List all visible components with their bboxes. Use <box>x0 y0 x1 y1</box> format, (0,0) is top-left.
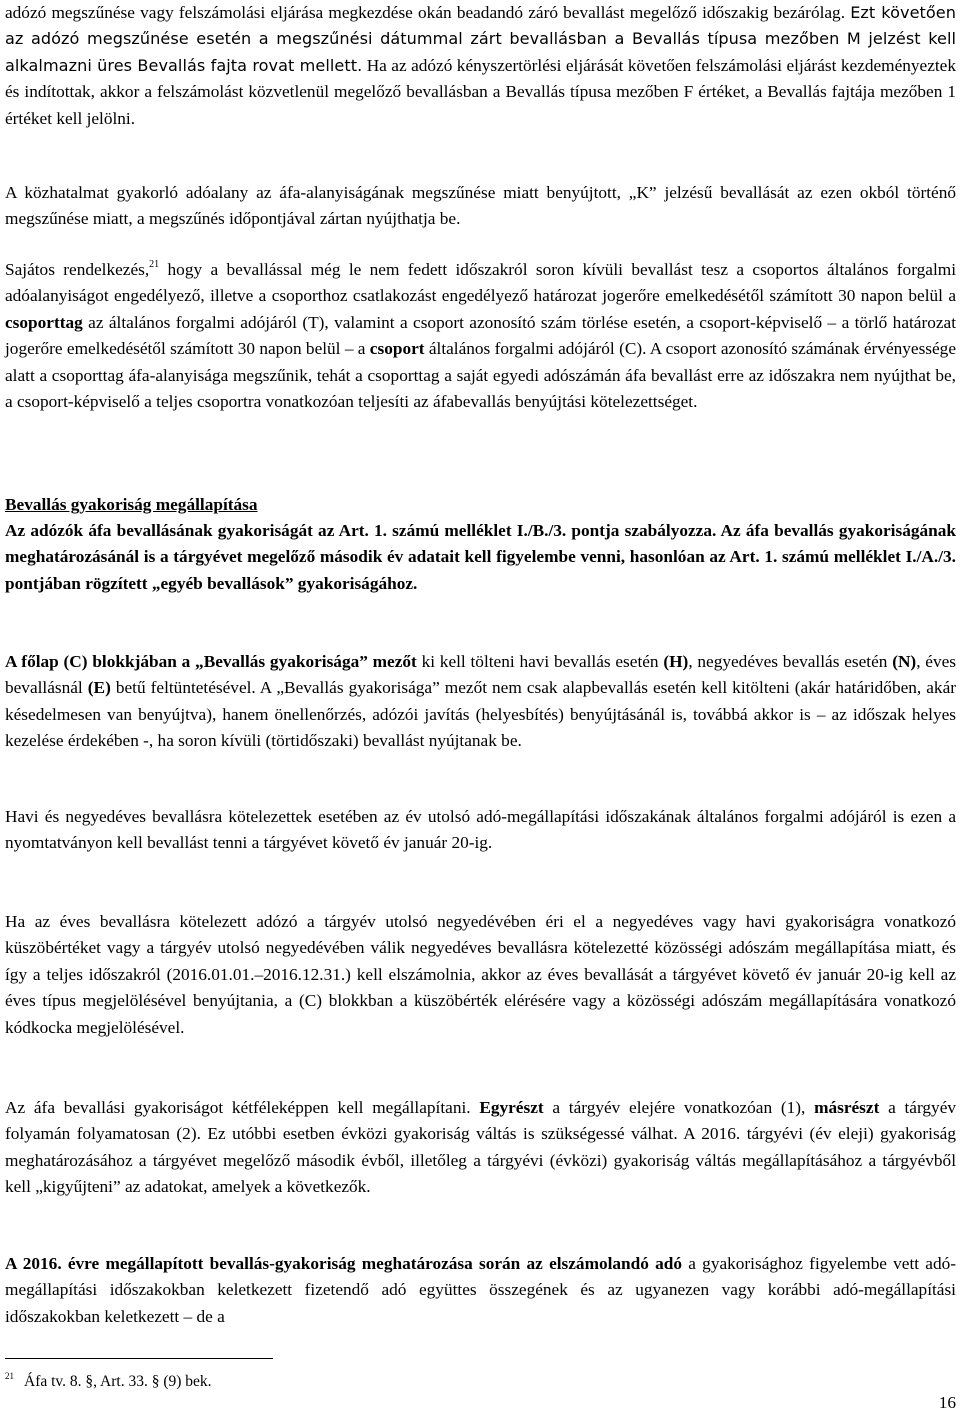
paragraph-text: betű feltüntetésével. A „Bevallás gyakorisága” mezőt nem csak alapbevallás esetén kell kitölteni (akár határidőben, akár késedelmesen van benyújtva), hanem önellenőrzés, adózói javítás (helyesbítés) benyújtásánál is, továbbá akkor is – az időszak helyes kezelése érdekében -, ha soron kívüli (törtidőszaki) bevallást nyújtanak be. <box>5 678 956 751</box>
paragraph-text: a gyakorisághoz figyelembe vett adó-megállapítási időszakokban keletkezett fizetendő adó együttes összegének és az ugyanezen vagy korábbi adó-megállapítási időszakokban keletkezett – de a <box>5 1254 957 1326</box>
paragraph-two-ways <box>5 1095 956 1201</box>
section-heading: Bevallás gyakoriság megállapítása <box>5 495 258 514</box>
footnote-separator <box>5 1358 273 1359</box>
paragraph-liquidation <box>5 0 956 132</box>
page-number: 16 <box>938 1393 956 1412</box>
paragraph-main-sheet <box>5 649 956 755</box>
paragraph-text: Ha az adózó kényszertörlési eljárását követően felszámolási eljárást kezdeményeztek és indítottak, akkor a felszámolást közvetlenül megelőző bevallásban a Bevallás típusa mezőben F értéket, a Bevallás fajtája mezőben 1 értéket kell jelölni. <box>5 55 956 128</box>
paragraph-frequency-rules <box>5 518 956 597</box>
bold-term: (N) <box>892 652 917 671</box>
paragraph-text: A közhatalmat gyakorló adóalany az áfa-alanyiságának megszűnése miatt benyújtott, „K” jelzésű bevallását az ezen okból történő megszűnése miatt, a megszűnés időpontjával zártan nyújthatja be. <box>5 183 956 229</box>
paragraph-text: , éves bevallásnál <box>5 652 956 698</box>
paragraph-special-provision <box>5 257 956 415</box>
footnote <box>5 1371 212 1393</box>
bold-term: csoporttag <box>5 312 83 332</box>
paragraph-annual-threshold <box>5 909 956 1041</box>
paragraph-text: az általános forgalmi adójáról (T), valamint a csoport azonosító szám törlése esetén, a csoport-képviselő – a törlő határozat jogerőre emelkedésétől számított 30 napon belül – a <box>5 312 956 359</box>
paragraph-text: Sajátos rendelkezés, <box>5 260 150 279</box>
paragraph-text: a tárgyév folyamán folyamatosan (2). Ez utóbbi esetben évközi gyakoriság váltás is szükségessé válhat. A 2016. tárgyévi (év eleji) gyakoriság meghatározásához a tárgyévet megelőző második évből, illetőleg a tárgyévi (évközi) gyakoriság váltás megállapításához a tárgyévből kell „kigyűjteni” az adatokat, amelyek a következők. <box>5 1098 957 1197</box>
footnote-text: Áfa tv. 8. §, Art. 33. § (9) bek. <box>24 1373 212 1390</box>
paragraph-text: Havi és negyedéves bevallásra kötelezettek esetében az év utolsó adó-megállapítási időszakának általános forgalmi adójáról is ezen a nyomtatványon kell bevallást tenni a tárgyévet követő év január 20-ig. <box>5 807 956 853</box>
paragraph-text: hogy a bevallással még le nem fedett időszakról soron kívüli bevallást tesz a csoportos általános forgalmi adóalanyiságot engedélyező, illetve a csoporthoz csatlakozást engedélyező határozat jogerőre emelkedésétől számított 30 napon belül a <box>5 260 956 306</box>
footnote-number: 21 <box>5 1371 14 1381</box>
paragraph-text-sans: Ezt követően az adózó megszűnése esetén a megszűnési dátummal zárt bevallásban a Bevallás típusa mezőben M jelzést kell alkalmazni üres Bevallás fajta rovat mellett. <box>5 3 956 75</box>
paragraph-monthly-quarterly <box>5 804 956 857</box>
bold-term: A 2016. évre megállapított bevallás-gyakoriság meghatározása során az elszámolandó adó <box>5 1254 683 1273</box>
bold-term: (H) <box>663 652 689 671</box>
bold-term: Egyrészt <box>479 1098 544 1117</box>
bold-term: A főlap (C) blokkjában a „Bevallás gyakorisága” mezőt <box>5 652 417 671</box>
paragraph-text: a tárgyév elejére vonatkozóan (1), <box>543 1098 815 1117</box>
paragraph-text: Ha az éves bevallásra kötelezett adózó a tárgyév utolsó negyedévében éri el a negyedéves vagy havi gyakoriságra vonatkozó küszöbértéket vagy a tárgyév utolsó negyedévében válik negyedéves bevallásra kötelezetté közösségi adószám megállapítása miatt, és így a teljes időszakról (2016.01.01.–2016.12.31.) kell elszámolnia, akkor az éves bevallását a tárgyévet követő év január 20-ig kell az éves típus megjelölésével benyújtania, a (C) blokkban a küszöbérték elérésére vagy a közösségi adószám megállapítására vonatkozó kódkocka megjelölésével. <box>5 912 956 1037</box>
paragraph-public-authority <box>5 180 956 233</box>
paragraph-text: általános forgalmi adójáról (C). A csoport azonosító számának érvényessége alatt a csoporttag áfa-alanyisága megszűnik, tehát a csoporttag a saját egyedi adószámán áfa bevallást erre az időszakra nem nyújthat be, a csoport-képviselő a teljes csoportra vonatkozóan teljesíti az áfabevallás benyújtási kötelezettséget. <box>5 339 956 412</box>
paragraph-text: adózó megszűnése vagy felszámolási eljárása megkezdése okán beadandó záró bevallást megelőző időszakig bezárólag. <box>5 3 846 22</box>
footnote-reference[interactable]: 21 <box>149 259 160 270</box>
paragraph-2016-frequency <box>5 1251 956 1330</box>
bold-term: másrészt <box>814 1098 880 1117</box>
bold-term: csoport <box>369 339 425 359</box>
paragraph-text: Az adózók áfa bevallásának gyakoriságát az Art. 1. számú melléklet I./B./3. pontja szabályozza. Az áfa bevallás gyakoriságának meghatározásánál is a tárgyévet megelőző második év adatait kell figyelembe venni, hasonlóan az Art. 1. számú melléklet I./A./3. pontjában rögzített „egyéb bevallások” gyakoriságához. <box>5 521 956 593</box>
bold-term: (E) <box>87 678 111 698</box>
paragraph-text: , negyedéves bevallás esetén <box>688 652 893 671</box>
paragraph-text: Az áfa bevallási gyakoriságot kétféleképpen kell megállapítani. <box>5 1098 480 1117</box>
paragraph-text: ki kell tölteni havi bevallás esetén <box>416 652 664 671</box>
